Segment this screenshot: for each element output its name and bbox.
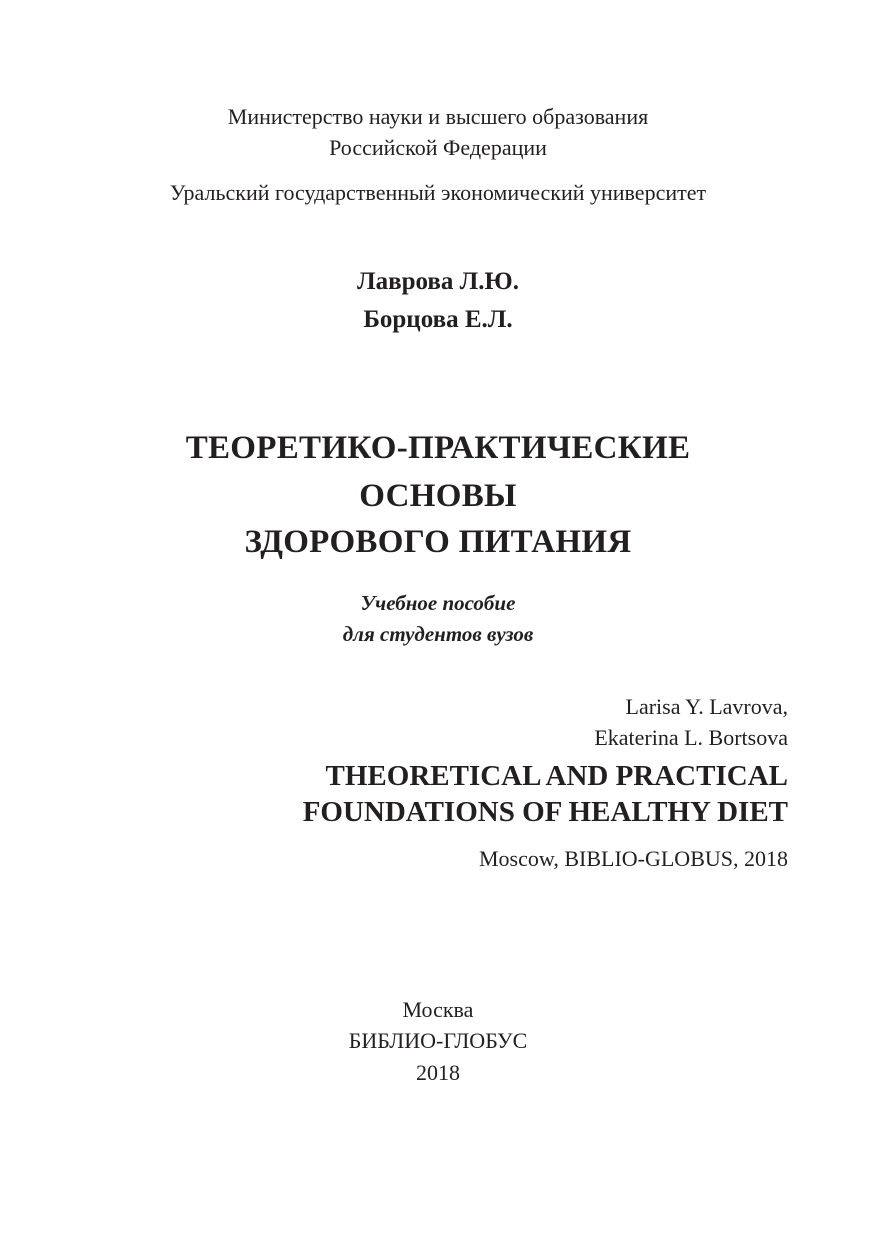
- subtitle-line-2: для студентов вузов: [342, 622, 534, 646]
- author-2: Борцова Е.Л.: [363, 306, 513, 333]
- imprint-publisher: БИБЛИО-ГЛОБУС: [348, 1028, 528, 1053]
- english-author-1: Larisa Y. Lavrova,: [625, 694, 788, 719]
- imprint-year: 2018: [416, 1060, 460, 1085]
- author-1: Лаврова Л.Ю.: [357, 268, 519, 295]
- ministry-line-2: Российской Федерации: [329, 135, 547, 160]
- university-name: Уральский государственный экономический университет: [169, 180, 707, 205]
- title-line-2: ОСНОВЫ: [359, 478, 517, 514]
- imprint-city: Москва: [402, 997, 474, 1022]
- ministry-line-1: Министерство науки и высшего образования: [227, 104, 649, 129]
- english-title-line-1: THEORETICAL AND PRACTICAL: [325, 760, 788, 792]
- title-line-3: ЗДОРОВОГО ПИТАНИЯ: [244, 524, 632, 560]
- english-imprint: Moscow, BIBLIO-GLOBUS, 2018: [478, 846, 788, 871]
- english-title-line-2: FOUNDATIONS OF HEALTHY DIET: [302, 796, 788, 828]
- subtitle-line-1: Учебное пособие: [360, 591, 516, 615]
- title-line-1: ТЕОРЕТИКО-ПРАКТИЧЕСКИЕ: [185, 430, 691, 466]
- english-author-2: Ekaterina L. Bortsova: [594, 725, 788, 750]
